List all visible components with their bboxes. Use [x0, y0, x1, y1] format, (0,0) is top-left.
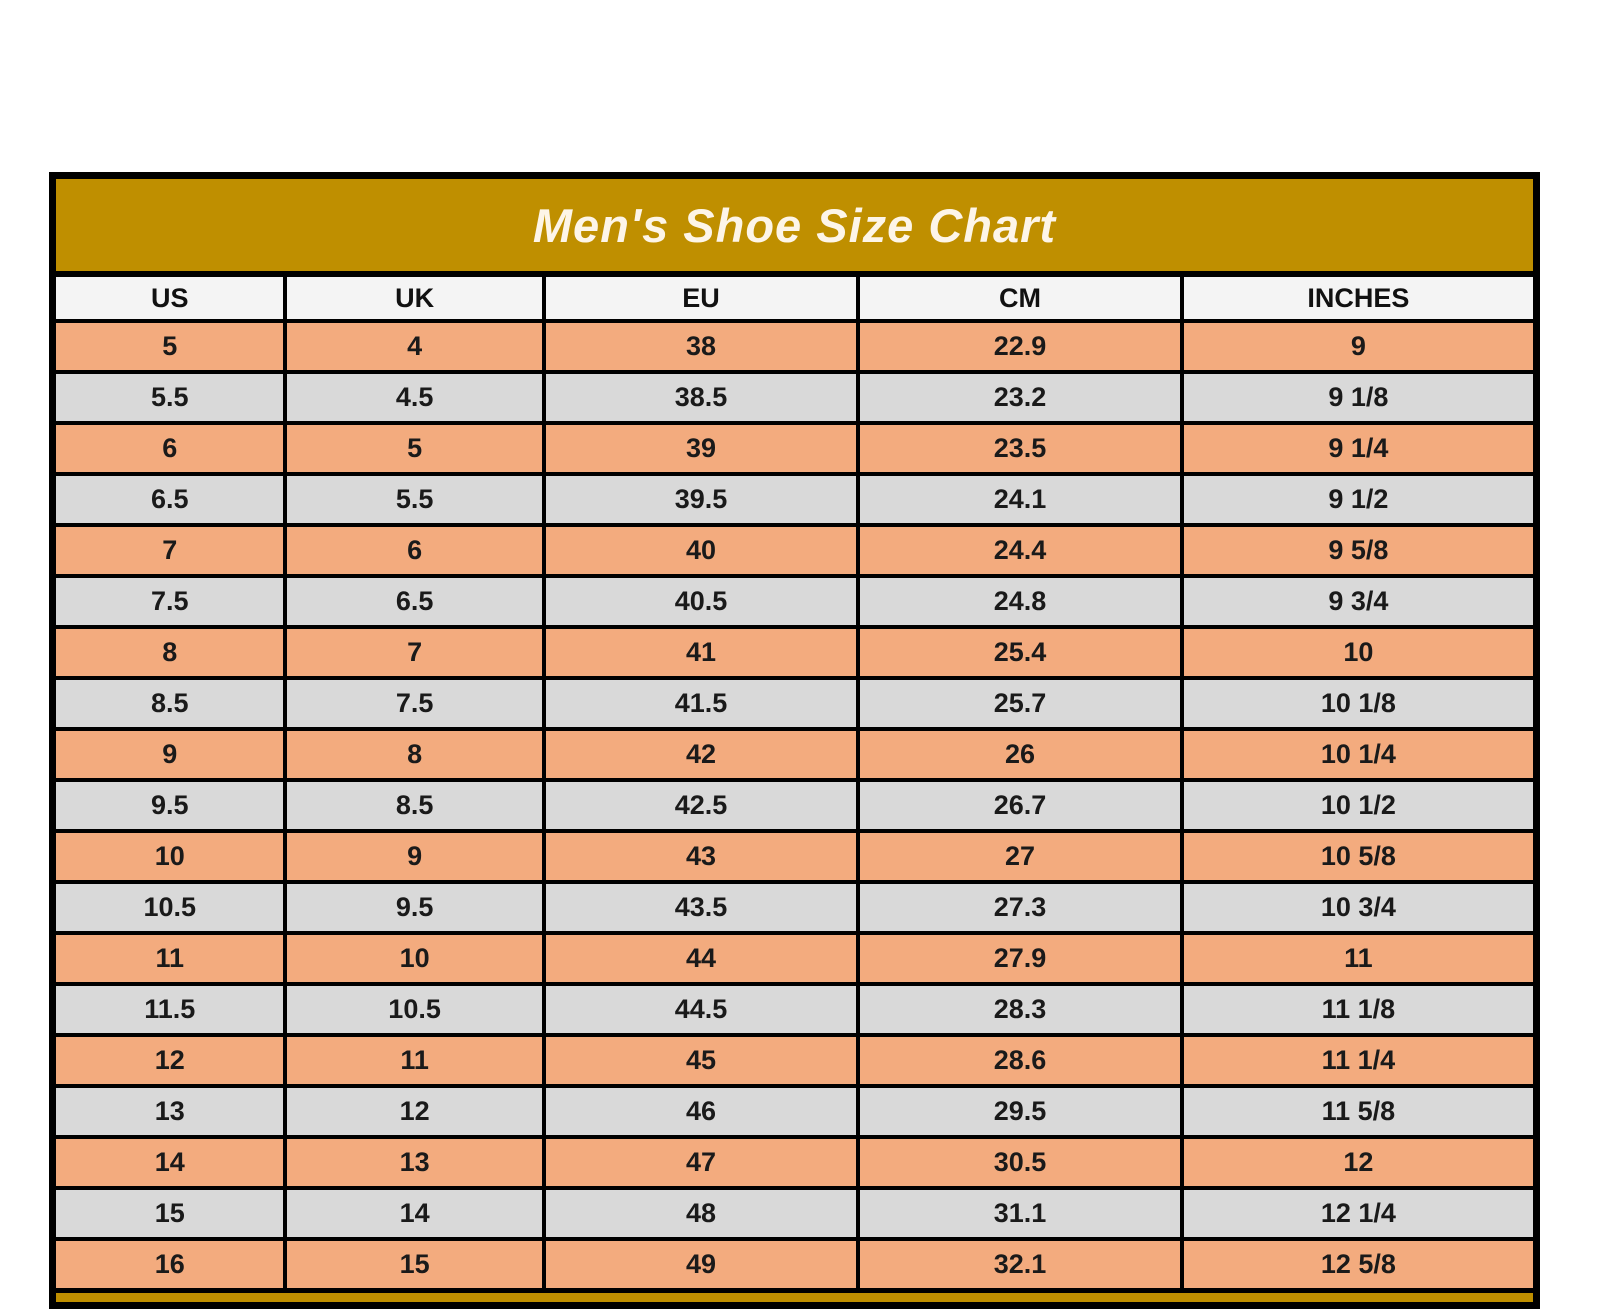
size-cell: 22.9 — [858, 321, 1182, 372]
size-cell: 30.5 — [858, 1137, 1182, 1188]
size-cell: 15 — [53, 1188, 286, 1239]
size-cell: 4.5 — [285, 372, 543, 423]
table-row — [53, 882, 1537, 933]
column-header-uk: UK — [285, 274, 543, 321]
size-cell: 5.5 — [53, 372, 286, 423]
table-row — [53, 1086, 1537, 1137]
size-cell: 16 — [53, 1239, 286, 1291]
size-cell: 5 — [53, 321, 286, 372]
size-cell: 7 — [285, 627, 543, 678]
table-row — [53, 372, 1537, 423]
size-cell: 47 — [544, 1137, 859, 1188]
size-cell: 7 — [53, 525, 286, 576]
table-row — [53, 1239, 1537, 1291]
size-cell: 5.5 — [285, 474, 543, 525]
size-cell: 8.5 — [53, 678, 286, 729]
size-cell: 11 — [1182, 933, 1537, 984]
size-cell: 44 — [544, 933, 859, 984]
table-row — [53, 1035, 1537, 1086]
table-row — [53, 576, 1537, 627]
size-cell: 12 — [285, 1086, 543, 1137]
table-row — [53, 525, 1537, 576]
size-cell: 9 5/8 — [1182, 525, 1537, 576]
size-cell: 48 — [544, 1188, 859, 1239]
size-cell: 14 — [53, 1137, 286, 1188]
size-cell: 31.1 — [858, 1188, 1182, 1239]
size-cell: 43 — [544, 831, 859, 882]
size-cell: 42.5 — [544, 780, 859, 831]
column-header-us: US — [53, 274, 286, 321]
size-cell: 10 — [285, 933, 543, 984]
size-cell: 6.5 — [53, 474, 286, 525]
size-cell: 9.5 — [53, 780, 286, 831]
title-row — [53, 176, 1537, 275]
size-cell: 10 1/4 — [1182, 729, 1537, 780]
table-row — [53, 780, 1537, 831]
size-cell: 27 — [858, 831, 1182, 882]
chart-title: Men's Shoe Size Chart — [53, 176, 1537, 275]
size-cell: 10 — [53, 831, 286, 882]
size-cell: 11 1/8 — [1182, 984, 1537, 1035]
size-cell: 44.5 — [544, 984, 859, 1035]
size-cell: 6.5 — [285, 576, 543, 627]
size-cell: 27.9 — [858, 933, 1182, 984]
size-cell: 25.7 — [858, 678, 1182, 729]
size-cell: 11 1/4 — [1182, 1035, 1537, 1086]
size-cell: 40 — [544, 525, 859, 576]
size-cell: 12 — [53, 1035, 286, 1086]
size-cell: 10 5/8 — [1182, 831, 1537, 882]
size-cell: 26 — [858, 729, 1182, 780]
size-cell: 32.1 — [858, 1239, 1182, 1291]
size-cell: 24.8 — [858, 576, 1182, 627]
size-cell: 10 — [1182, 627, 1537, 678]
size-cell: 7.5 — [285, 678, 543, 729]
size-cell: 6 — [285, 525, 543, 576]
size-cell: 9 3/4 — [1182, 576, 1537, 627]
size-cell: 28.6 — [858, 1035, 1182, 1086]
table-row — [53, 933, 1537, 984]
size-cell: 24.4 — [858, 525, 1182, 576]
size-cell: 4 — [285, 321, 543, 372]
size-cell: 11 5/8 — [1182, 1086, 1537, 1137]
size-cell: 39.5 — [544, 474, 859, 525]
size-cell: 8.5 — [285, 780, 543, 831]
size-cell: 9 1/2 — [1182, 474, 1537, 525]
size-cell: 9 1/4 — [1182, 423, 1537, 474]
table-row — [53, 1188, 1537, 1239]
size-cell: 14 — [285, 1188, 543, 1239]
size-cell: 23.2 — [858, 372, 1182, 423]
size-cell: 9 1/8 — [1182, 372, 1537, 423]
size-cell: 26.7 — [858, 780, 1182, 831]
size-cell: 10.5 — [53, 882, 286, 933]
table-row — [53, 831, 1537, 882]
shoe-size-table — [49, 172, 1540, 1309]
size-cell: 27.3 — [858, 882, 1182, 933]
size-cell: 11 — [53, 933, 286, 984]
size-cell: 40.5 — [544, 576, 859, 627]
size-cell: 8 — [53, 627, 286, 678]
size-cell: 46 — [544, 1086, 859, 1137]
column-header-eu: EU — [544, 274, 859, 321]
table-head — [53, 176, 1537, 322]
table-row — [53, 729, 1537, 780]
size-cell: 38.5 — [544, 372, 859, 423]
size-cell: 12 1/4 — [1182, 1188, 1537, 1239]
table-row — [53, 474, 1537, 525]
size-cell: 49 — [544, 1239, 859, 1291]
size-cell: 15 — [285, 1239, 543, 1291]
size-cell: 9.5 — [285, 882, 543, 933]
size-cell: 12 — [1182, 1137, 1537, 1188]
size-cell: 9 — [53, 729, 286, 780]
size-cell: 11.5 — [53, 984, 286, 1035]
size-cell: 11 — [285, 1035, 543, 1086]
size-cell: 6 — [53, 423, 286, 474]
column-header-cm: CM — [858, 274, 1182, 321]
size-cell: 25.4 — [858, 627, 1182, 678]
table-row — [53, 1137, 1537, 1188]
size-cell: 42 — [544, 729, 859, 780]
size-cell: 23.5 — [858, 423, 1182, 474]
size-cell: 9 — [1182, 321, 1537, 372]
size-cell: 13 — [53, 1086, 286, 1137]
size-cell: 10 1/8 — [1182, 678, 1537, 729]
column-header-inches: INCHES — [1182, 274, 1537, 321]
size-cell: 10.5 — [285, 984, 543, 1035]
size-cell: 5 — [285, 423, 543, 474]
size-cell: 24.1 — [858, 474, 1182, 525]
size-cell: 10 3/4 — [1182, 882, 1537, 933]
size-cell: 7.5 — [53, 576, 286, 627]
table-row — [53, 984, 1537, 1035]
size-cell: 13 — [285, 1137, 543, 1188]
table-row — [53, 627, 1537, 678]
size-cell: 8 — [285, 729, 543, 780]
size-cell: 39 — [544, 423, 859, 474]
size-cell: 12 5/8 — [1182, 1239, 1537, 1291]
size-cell: 45 — [544, 1035, 859, 1086]
shoe-size-chart — [49, 172, 1540, 1309]
size-cell: 10 1/2 — [1182, 780, 1537, 831]
size-cell: 29.5 — [858, 1086, 1182, 1137]
size-table-body — [53, 321, 1537, 1291]
table-row — [53, 423, 1537, 474]
size-cell: 41.5 — [544, 678, 859, 729]
size-cell: 41 — [544, 627, 859, 678]
size-cell: 38 — [544, 321, 859, 372]
header-row — [53, 274, 1537, 321]
table-row — [53, 321, 1537, 372]
table-row — [53, 678, 1537, 729]
size-cell: 9 — [285, 831, 543, 882]
size-cell: 28.3 — [858, 984, 1182, 1035]
size-cell: 43.5 — [544, 882, 859, 933]
